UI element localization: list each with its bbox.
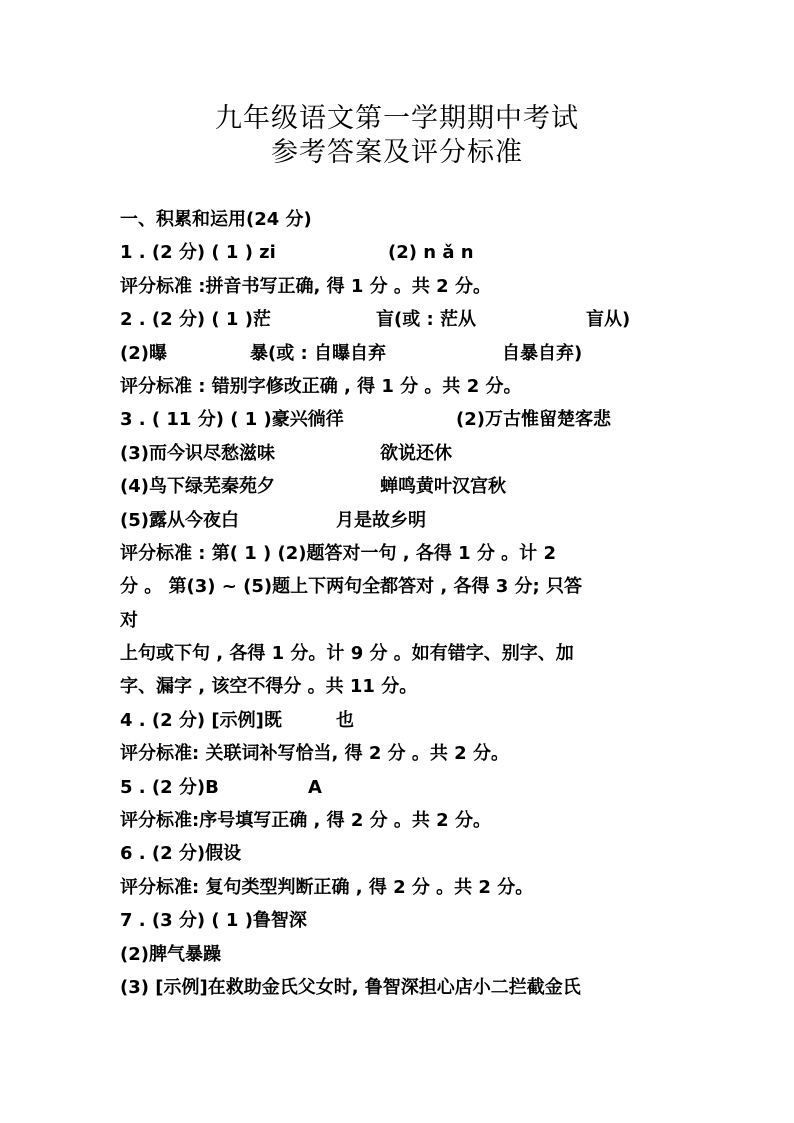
line-segment: 暴(或 : 自曝自弃	[250, 342, 386, 364]
line-segment: 上句或下句 , 各得 1 分。计 9 分 。如有错字、别字、加	[120, 643, 574, 665]
text-line	[120, 437, 680, 470]
text-line	[120, 938, 680, 971]
line-segment: 分 。 第(3) ~ (5)题上下两句全都答对 , 各得 3 分; 只答	[120, 576, 582, 598]
text-line	[120, 670, 680, 703]
line-segment: 6 . (2 分)假设	[120, 843, 242, 865]
text-line	[120, 303, 680, 336]
text-line	[120, 470, 680, 503]
line-segment: 7 . (3 分) ( 1 )鲁智深	[120, 910, 307, 932]
line-segment: (2)万古惟留楚客悲	[456, 409, 611, 431]
line-segment: 4 . (2 分) [示例]既	[120, 709, 282, 731]
text-line	[120, 771, 680, 804]
line-segment: (3) [示例]在救助金氏父女时, 鲁智深担心店小二拦截金氏	[120, 976, 581, 998]
text-line	[120, 537, 680, 570]
text-line	[120, 370, 680, 403]
line-segment: 评分标准: 关联词补写恰当, 得 2 分 。共 2 分。	[120, 743, 509, 765]
text-line	[120, 504, 680, 537]
text-line	[120, 570, 680, 603]
line-segment: (3)而今识尽愁滋味	[120, 442, 275, 464]
text-line	[120, 637, 680, 670]
line-segment: (2)脾气暴躁	[120, 943, 221, 965]
line-segment: 对	[120, 609, 138, 631]
line-segment: 自暴自弃)	[502, 342, 583, 364]
text-line	[120, 737, 680, 770]
line-segment: 评分标准 :拼音书写正确, 得 1 分 。共 2 分。	[120, 275, 491, 297]
document-subtitle: 参考答案及评分标准	[271, 137, 523, 168]
line-segment: 5 . (2 分)B	[120, 776, 219, 798]
document-title: 九年级语文第一学期期中考试	[215, 103, 579, 134]
text-line	[120, 203, 680, 236]
line-segment: 字、漏字 , 该空不得分 。共 11 分。	[120, 676, 418, 698]
line-segment: (4)鸟下绿芜秦苑夕	[120, 476, 275, 498]
line-segment: 评分标准:序号填写正确 , 得 2 分 。共 2 分。	[120, 810, 491, 832]
text-line	[120, 704, 680, 737]
line-segment: 欲说还休	[380, 442, 452, 464]
line-segment: (2)曝	[120, 342, 167, 364]
line-segment: 盲(或 : 茫从	[376, 309, 476, 331]
text-line	[120, 871, 680, 904]
line-segment: (2) n ǎ n	[388, 242, 474, 264]
text-line	[120, 337, 680, 370]
answer-body	[120, 203, 680, 1004]
line-segment: 2 . (2 分) ( 1 )茫	[120, 309, 271, 331]
line-segment: 评分标准: 复句类型判断正确 , 得 2 分 。共 2 分。	[120, 876, 534, 898]
text-line	[120, 837, 680, 870]
line-segment: (5)露从今夜白	[120, 509, 239, 531]
text-line	[120, 604, 680, 637]
line-segment: 1 . (2 分) ( 1 ) zi	[120, 242, 276, 264]
text-line	[120, 904, 680, 937]
text-line	[120, 270, 680, 303]
text-line	[120, 804, 680, 837]
line-segment: 也	[336, 709, 354, 731]
line-segment: 评分标准 : 第( 1 ) (2)题答对一句 , 各得 1 分 。计 2	[120, 542, 556, 564]
line-segment: A	[308, 776, 322, 798]
text-line	[120, 971, 680, 1004]
line-segment: 盲从)	[586, 309, 631, 331]
section-heading: 一、积累和运用(24 分)	[120, 209, 312, 230]
text-line	[120, 403, 680, 436]
line-segment: 3 . ( 11 分) ( 1 )豪兴徜徉	[120, 409, 344, 431]
text-line	[120, 236, 680, 269]
line-segment: 蝉鸣黄叶汉宫秋	[380, 476, 506, 498]
line-segment: 月是故乡明	[336, 509, 426, 531]
line-segment: 评分标准 : 错别字修改正确 , 得 1 分 。共 2 分。	[120, 375, 522, 397]
